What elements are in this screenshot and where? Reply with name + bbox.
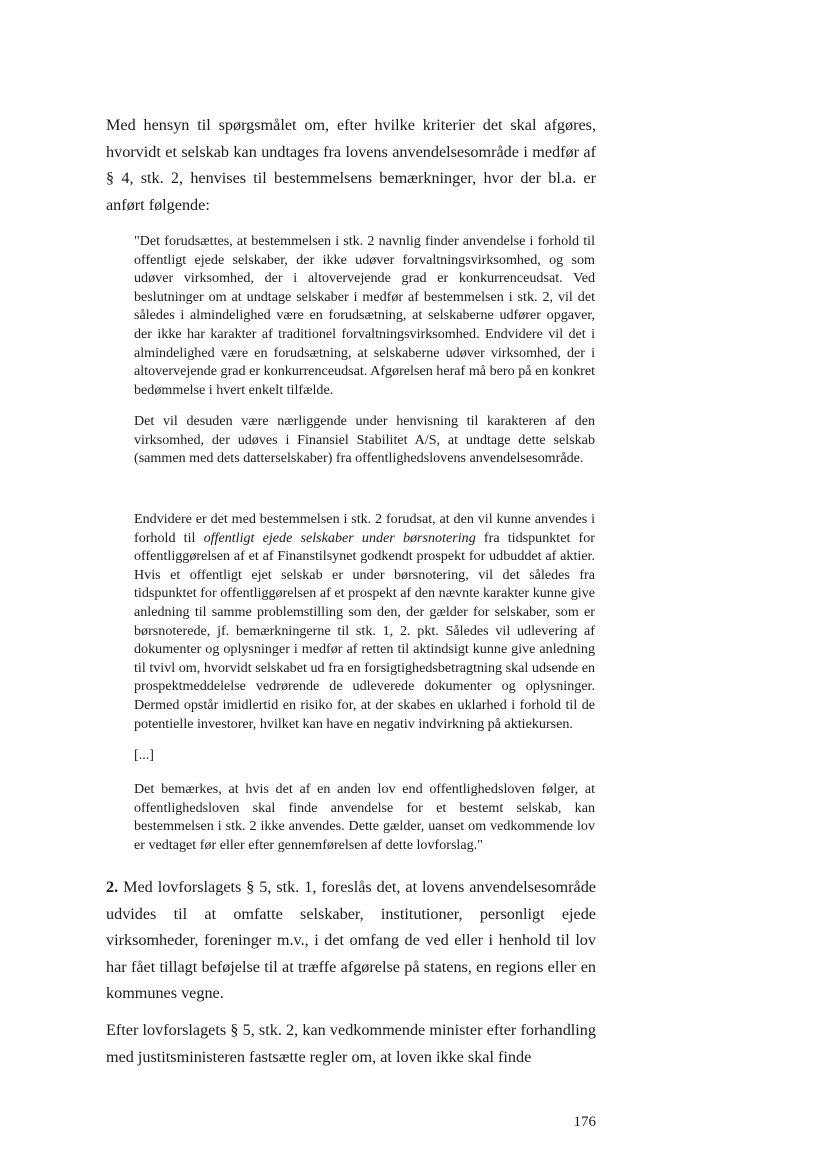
section-2-number: 2. [106,878,119,896]
quote-paragraph-4: Det bemærkes, at hvis det af en anden lov end offentlighedsloven følger, at offentlighedsloven skal finde anvendelse for et bestemt selskab, kan bestemmelsen i stk. 2 ikke anvendes. Dette gælder, uanset om vedkommende lov er vedtaget før eller efter gennemførelsen af dette lovforslag." [134,781,595,853]
quote-paragraph-3-emphasis: offentligt ejede selskaber under børsnotering [203,529,476,546]
quote-paragraph-3-text-before: Endvidere er det med bestemmelsen i stk. 2 forudsat, at den vil kunne anvendes i forhold til [134,511,595,546]
section-2-text: Med lovforslagets § 5, stk. 1, foreslås det, at lovens anvendelsesområde udvides til at omfatte selskaber, institutioner, personligt ejede virksomheder, foreninger m.v., i det omfang de ved eller i henhold til lov har fået tillagt beføjelse til at træffe afgørelse på statens, en regions eller en kommunes vegne. [106,878,596,1003]
quote-paragraph-2: Det vil desuden være nærliggende under henvisning til karakteren af den virksomhed, der udøves i Finansiel Stabilitet A/S, at undtage dette selskab (sammen med dets datterselskaber) fra offentlighedslovens anvendelsesområde. [134,413,595,467]
quote-paragraph-3 [134,510,595,733]
quote-paragraph-3-text-after: fra tidspunktet for offentliggørelsen af et af Finanstilsynet godkendt prospekt for udbuddet af aktier. Hvis et offentligt ejet selskab er under børsnotering, vil det således fra tidspunktet for offentliggørelsen af et prospekt af den nævnte karakter kunne give anledning til samme problemstilling som den, der gælder for selskaber, som er børsnoterede, jf. bemærkningerne til stk. 1, 2. pkt. Således vil udlevering af dokumenter og oplysninger i medfør af retten til aktindsigt kunne give anledning til tvivl om, hvorvidt selskabet ud fra en forsigtighedsbetragtning skal udsende en prospektmeddelelse vedrørende de udleverede dokumenter og oplysninger. Dermed opstår imidlertid en risiko for, at der skabes en uklarhed i forhold til de potentielle investorer, hvilket kan have en negativ indvirkning på aktiekursen. [134,529,595,732]
intro-paragraph: Med hensyn til spørgsmålet om, efter hvilke kriterier det skal afgøres, hvorvidt et selskab kan undtages fra lovens anvendelsesområde i medfør af § 4, stk. 2, henvises til bestemmelsens bemærkninger, hvor der bl.a. er anført følgende: [106,116,596,214]
page-number: 176 [573,1114,596,1130]
quote-ellipsis: [...] [134,747,154,763]
quote-paragraph-1: "Det forudsættes, at bestemmelsen i stk. 2 navnlig finder anvendelse i forhold til offentligt ejede selskaber, der ikke udøver forvaltningsvirksomhed, og som udøver virksomhed, der i altovervejende grad er konkurrenceudsat. Ved beslutninger om at undtage selskaber i medfør af bestemmelsen i stk. 2, vil det således i almindelighed være en forudsætning, at selskaberne udfører opgaver, der ikke har karakter af traditionel forvaltningsvirksomhed. Endvidere vil det i almindelighed være en forudsætning, at selskaberne udøver virksomhed, der i altovervejende grad er konkurrenceudsat. Afgørelsen heraf må bero på en konkret bedømmelse i hvert enkelt tilfælde. [134,233,595,398]
closing-paragraph: Efter lovforslagets § 5, stk. 2, kan vedkommende minister efter forhandling med justitsministeren fastsætte regler om, at loven ikke skal finde [106,1021,596,1066]
section-2-paragraph [106,874,596,1007]
